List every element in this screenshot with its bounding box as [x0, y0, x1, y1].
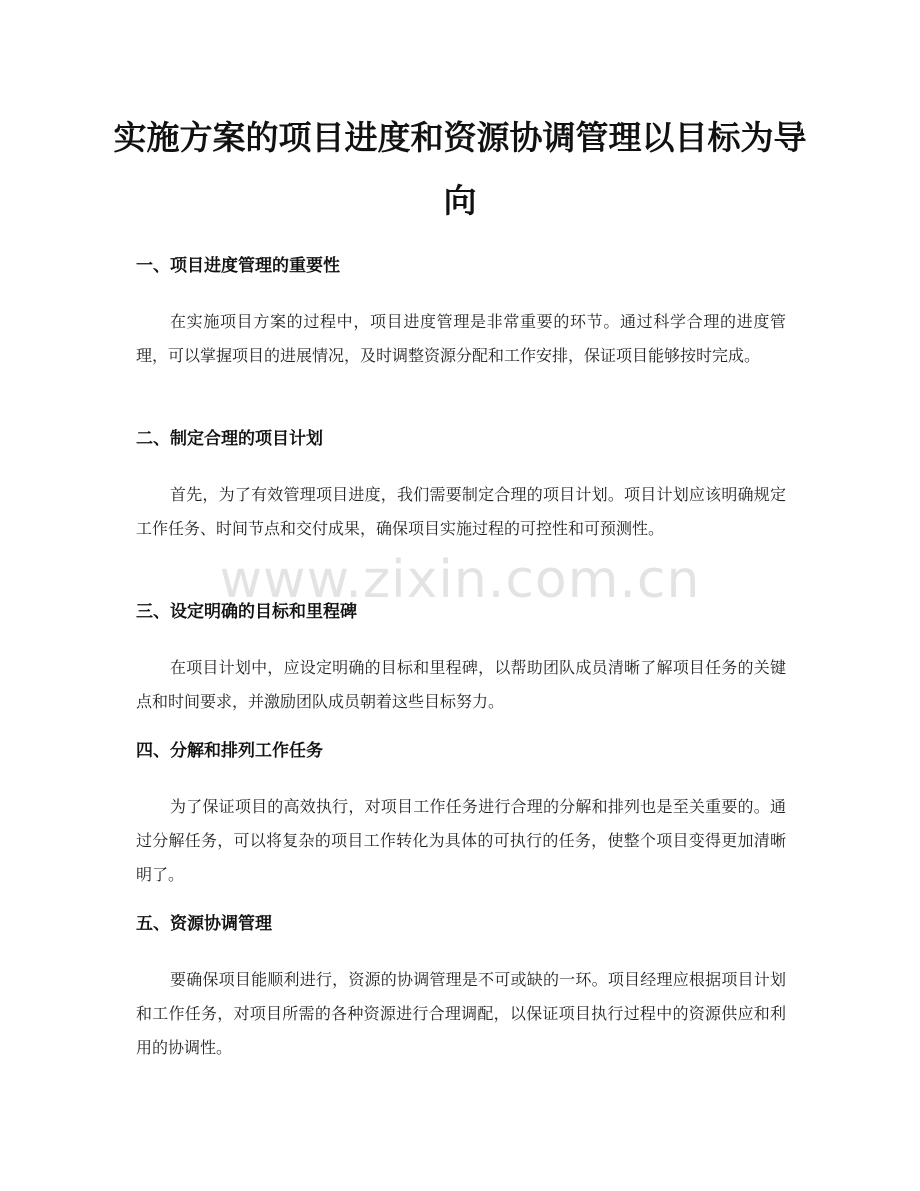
watermark: www.zixin.com.cn — [219, 550, 701, 610]
section-heading: 二、制定合理的项目计划 — [136, 429, 323, 449]
section-3 — [136, 601, 786, 719]
section-paragraph: 在实施项目方案的过程中，项目进度管理是非常重要的环节。通过科学合理的进度管理，可以掌握项目的进展情况，及时调整资源分配和工作安排，保证项目能够按时完成。 — [136, 312, 786, 365]
section-1 — [136, 255, 786, 373]
section-heading: 四、分解和排列工作任务 — [136, 741, 323, 761]
section-heading: 三、设定明确的目标和里程碑 — [136, 602, 357, 622]
section-2 — [136, 428, 786, 546]
section-5 — [136, 913, 786, 1065]
section-paragraph: 要确保项目能顺利进行，资源的协调管理是不可或缺的一环。项目经理应根据项目计划和工作任务，对项目所需的各种资源进行合理调配，以保证项目执行过程中的资源供应和利用的协调性。 — [136, 970, 786, 1057]
section-4 — [136, 740, 786, 892]
section-paragraph: 在项目计划中，应设定明确的目标和里程碑，以帮助团队成员清晰了解项目任务的关键点和时间要求，并激励团队成员朝着这些目标努力。 — [136, 658, 786, 711]
section-paragraph: 首先，为了有效管理项目进度，我们需要制定合理的项目计划。项目计划应该明确规定工作任务、时间节点和交付成果，确保项目实施过程的可控性和可预测性。 — [136, 485, 786, 538]
section-paragraph: 为了保证项目的高效执行，对项目工作任务进行合理的分解和排列也是至关重要的。通过分解任务，可以将复杂的项目工作转化为具体的可执行的任务，使整个项目变得更加清晰明了。 — [136, 797, 786, 884]
section-heading: 一、项目进度管理的重要性 — [136, 256, 340, 276]
section-heading: 五、资源协调管理 — [136, 914, 272, 934]
page-title: 实施方案的项目进度和资源协调管理以目标为导向 — [113, 118, 807, 220]
